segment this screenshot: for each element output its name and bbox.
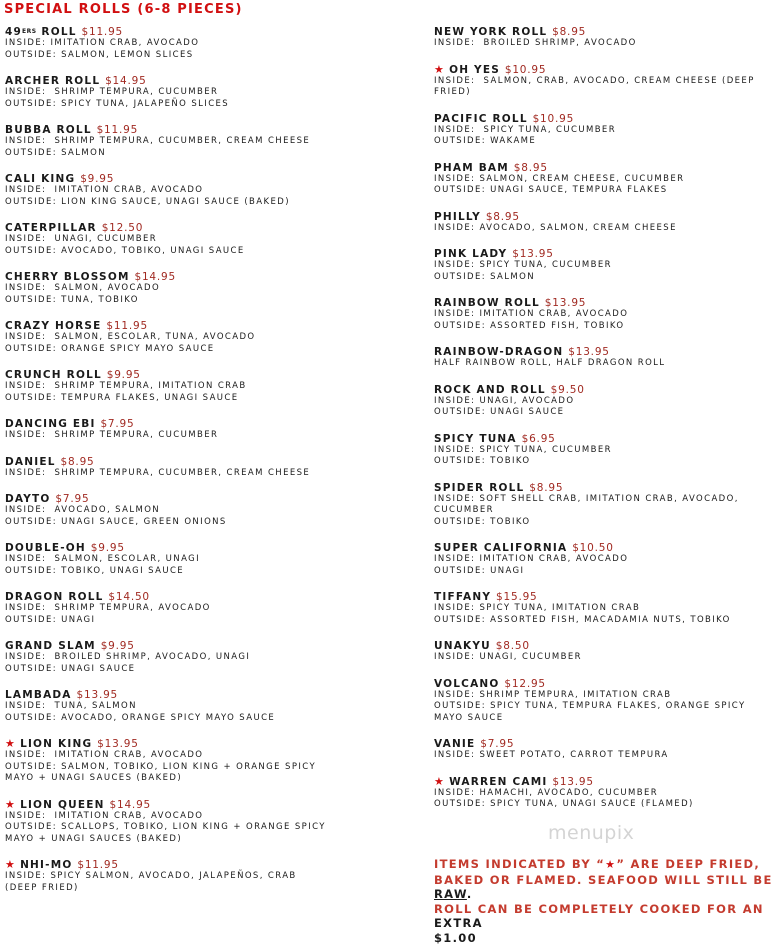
menu-item-name-suffix: ROLL bbox=[36, 26, 77, 38]
menu-item-title bbox=[5, 418, 405, 430]
menu-item-description: OUTSIDE: SPICY TUNA, TEMPURA FLAKES, ORANGE SPICY bbox=[434, 701, 746, 711]
menu-item-description: INSIDE: SALMON, CREAM CHEESE, CUCUMBER bbox=[434, 173, 685, 184]
footnote-text-2: ” ARE DEEP FRIED, BAKED OR FLAMED. SEAFOOD WILL STILL BE bbox=[434, 857, 773, 887]
menu-item-description: INSIDE: IMITATION CRAB, AVOCADO bbox=[5, 38, 200, 48]
menu-item-description: INSIDE: IMITATION CRAB, AVOCADO bbox=[5, 185, 204, 195]
menu-item-description: OUTSIDE: SALMON bbox=[434, 271, 535, 282]
menu-item-price: $8.95 bbox=[513, 161, 548, 174]
menu-item-price: $11.95 bbox=[81, 26, 124, 38]
menu-item-title bbox=[5, 738, 405, 750]
menu-item-description: OUTSIDE: WAKAME bbox=[434, 136, 537, 146]
menu-item-description: OUTSIDE: SPICY TUNA, JALAPEÑO SLICES bbox=[5, 98, 230, 109]
menu-item-price: $13.95 bbox=[512, 248, 554, 260]
star-icon: ★ bbox=[434, 62, 446, 76]
menu-item-name: LION QUEEN bbox=[20, 798, 105, 811]
menu-item-title bbox=[5, 173, 405, 185]
menu-item bbox=[434, 248, 774, 283]
menu-item-title bbox=[5, 591, 405, 603]
menu-item-name: OH YES bbox=[449, 63, 500, 76]
footnote-text-3: ROLL CAN BE COMPLETELY COOKED FOR AN bbox=[434, 901, 764, 916]
menu-item bbox=[5, 124, 405, 159]
menu-item-name: CRUNCH ROLL bbox=[5, 369, 102, 381]
menu-item bbox=[434, 113, 774, 148]
menu-item-title bbox=[434, 433, 774, 445]
menu-item-description: OUTSIDE: UNAGI SAUCE bbox=[5, 663, 136, 674]
menu-heading: SPECIAL ROLLS (6-8 PIECES) bbox=[4, 2, 243, 17]
menu-item-description: MAYO + UNAGI SAUCES (BAKED) bbox=[5, 833, 183, 844]
menu-item-title bbox=[434, 542, 774, 554]
menu-item-title bbox=[434, 162, 774, 174]
menu-item-price: $10.50 bbox=[572, 542, 614, 554]
menu-item-description: MAYO + UNAGI SAUCES (BAKED) bbox=[5, 773, 183, 783]
menu-item bbox=[434, 26, 774, 50]
menu-item-name: SPICY TUNA bbox=[434, 432, 517, 445]
menu-item-description: OUTSIDE: SALMON, TOBIKO, LION KING + ORANGE SPICY bbox=[5, 761, 317, 772]
star-icon: ★ bbox=[5, 737, 17, 750]
menu-item-name: DANIEL bbox=[5, 455, 56, 468]
menu-item-description: INSIDE: TUNA, SALMON bbox=[5, 701, 137, 711]
menu-item-description: INSIDE: SHRIMP TEMPURA, CUCUMBER, CREAM CHEESE bbox=[5, 136, 311, 146]
menu-item-title bbox=[434, 482, 774, 494]
menu-item-name: DOUBLE-OH bbox=[5, 542, 86, 554]
footnote bbox=[434, 857, 779, 945]
menu-item bbox=[434, 776, 774, 811]
menu-item-price: $9.95 bbox=[100, 640, 135, 652]
menu-item-description: MAYO SAUCE bbox=[434, 712, 504, 723]
menu-item bbox=[434, 738, 774, 762]
menu-item-description: INSIDE: SALMON, ESCOLAR, TUNA, AVOCADO bbox=[5, 332, 256, 342]
menu-item-price: $15.95 bbox=[496, 591, 538, 603]
menu-item-description: OUTSIDE: ASSORTED FISH, MACADAMIA NUTS, TOBIKO bbox=[434, 614, 731, 625]
menu-item bbox=[434, 482, 774, 529]
menu-item-title bbox=[5, 493, 405, 505]
menu-item-description: CUCUMBER bbox=[434, 505, 494, 515]
menu-item-description: INSIDE: SALMON, ESCOLAR, UNAGI bbox=[5, 554, 201, 564]
menu-item-price: $13.95 bbox=[97, 738, 139, 750]
menu-item-description: INSIDE: SPICY TUNA, CUCUMBER bbox=[434, 124, 617, 135]
menu-item-description: INSIDE: SHRIMP TEMPURA, AVOCADO bbox=[5, 603, 211, 613]
menu-item-description: OUTSIDE: UNAGI bbox=[5, 614, 96, 625]
menu-item-description: OUTSIDE: SCALLOPS, TOBIKO, LION KING + ORANGE SPICY bbox=[5, 822, 326, 832]
menu-item-name: PINK LADY bbox=[434, 248, 508, 260]
menu-item-title bbox=[434, 113, 774, 125]
menu-item bbox=[5, 859, 405, 894]
menu-item-name: PHILLY bbox=[434, 210, 481, 223]
menu-item-title bbox=[5, 456, 405, 468]
menu-item-description: INSIDE: UNAGI, AVOCADO bbox=[434, 395, 575, 406]
menu-item-title bbox=[5, 542, 405, 554]
footnote-raw: RAW bbox=[434, 887, 467, 901]
menu-item-name: CATERPILLAR bbox=[5, 222, 97, 234]
menu-item-name: 49 bbox=[5, 26, 23, 38]
menu-item-name: DAYTO bbox=[5, 493, 51, 505]
menu-item-price: $6.95 bbox=[521, 432, 556, 445]
menu-item-price: $9.50 bbox=[550, 383, 585, 396]
menu-item-description: INSIDE: SHRIMP TEMPURA, CUCUMBER, CREAM CHEESE bbox=[5, 467, 311, 478]
menu-item-description: INSIDE: AVOCADO, SALMON bbox=[5, 505, 161, 515]
menu-item-description: INSIDE: IMITATION CRAB, AVOCADO bbox=[434, 309, 629, 319]
menu-item-price: $8.95 bbox=[529, 481, 564, 494]
menu-item-price: $9.95 bbox=[106, 369, 141, 381]
menu-item-description: OUTSIDE: TEMPURA FLAKES, UNAGI SAUCE bbox=[5, 392, 239, 403]
menu-item-title bbox=[434, 211, 774, 223]
menu-item-description: OUTSIDE: UNAGI SAUCE bbox=[434, 407, 565, 417]
menu-item-description: INSIDE: IMITATION CRAB, AVOCADO bbox=[5, 810, 204, 821]
menu-item-price: $10.95 bbox=[504, 63, 547, 76]
menu-item-price: $11.95 bbox=[77, 859, 119, 871]
menu-item-price: $8.95 bbox=[60, 455, 95, 468]
menu-item-name: WARREN CAMI bbox=[449, 775, 548, 788]
menu-item-description: INSIDE: SHRIMP TEMPURA, IMITATION CRAB bbox=[5, 381, 247, 391]
menu-item-name: BUBBA ROLL bbox=[5, 124, 92, 136]
menu-item-description: INSIDE: BROILED SHRIMP, AVOCADO, UNAGI bbox=[5, 652, 251, 662]
star-icon: ★ bbox=[5, 858, 17, 871]
menu-item-description: FRIED) bbox=[434, 87, 471, 97]
menu-item-description: INSIDE: AVOCADO, SALMON, CREAM CHEESE bbox=[434, 222, 677, 233]
menu-item-name: LAMBADA bbox=[5, 689, 72, 701]
menu-item bbox=[5, 799, 405, 846]
menu-item-description: OUTSIDE: TOBIKO, UNAGI SAUCE bbox=[5, 565, 185, 576]
menu-item-description: INSIDE: IMITATION CRAB, AVOCADO bbox=[5, 750, 204, 760]
menu-item bbox=[434, 162, 774, 197]
menu-item bbox=[5, 456, 405, 480]
menu-item-title bbox=[5, 124, 405, 136]
menu-item-description: INSIDE: SOFT SHELL CRAB, IMITATION CRAB, AVOCADO, bbox=[434, 493, 739, 504]
menu-item-price: $11.95 bbox=[96, 124, 139, 136]
menu-item-name: SPIDER ROLL bbox=[434, 481, 525, 494]
menu-item bbox=[434, 346, 774, 370]
menu-item-name: DRAGON ROLL bbox=[5, 591, 104, 603]
menu-item bbox=[434, 542, 774, 577]
menu-item bbox=[5, 26, 405, 61]
menu-item-description: INSIDE: SALMON, AVOCADO bbox=[5, 283, 161, 293]
menu-item-title bbox=[434, 346, 774, 358]
menu-item-description: INSIDE: SHRIMP TEMPURA, CUCUMBER bbox=[5, 87, 219, 97]
menu-item-price: $13.95 bbox=[544, 297, 587, 309]
menu-item-description: OUTSIDE: TOBIKO bbox=[434, 456, 531, 466]
menu-item-name-superscript: ERS bbox=[22, 28, 37, 35]
menu-item-name: TIFFANY bbox=[434, 591, 492, 603]
menu-item-price: $14.95 bbox=[134, 271, 177, 283]
menu-item-description: OUTSIDE: AVOCADO, TOBIKO, UNAGI SAUCE bbox=[5, 245, 245, 256]
menu-item-description: INSIDE: SPICY TUNA, CUCUMBER bbox=[434, 444, 612, 455]
menu-item bbox=[434, 297, 774, 332]
menu-item-title bbox=[5, 689, 405, 701]
menu-item-title bbox=[5, 75, 405, 87]
star-icon: ★ bbox=[434, 774, 446, 788]
menu-item-description: OUTSIDE: TUNA, TOBIKO bbox=[5, 294, 139, 305]
menu-item-title bbox=[5, 271, 405, 283]
menu-item-title bbox=[434, 64, 774, 76]
menu-item-name: LION KING bbox=[20, 738, 93, 750]
menu-item bbox=[434, 384, 774, 419]
menu-item-title bbox=[434, 384, 774, 396]
menu-item-description: INSIDE: SPICY TUNA, CUCUMBER bbox=[434, 260, 612, 270]
menu-item-price: $8.50 bbox=[495, 640, 530, 652]
footnote-text-1: ITEMS INDICATED BY “ bbox=[434, 857, 606, 871]
menu-item-title bbox=[5, 222, 405, 234]
menu-item bbox=[5, 222, 405, 257]
menu-item-name: RAINBOW-DRAGON bbox=[434, 346, 564, 358]
menu-item-price: $13.95 bbox=[552, 775, 594, 788]
menu-item-name: PACIFIC ROLL bbox=[434, 112, 528, 125]
menu-item-description: INSIDE: SHRIMP TEMPURA, IMITATION CRAB bbox=[434, 689, 672, 700]
menu-item bbox=[5, 738, 405, 785]
menu-item-description: OUTSIDE: SPICY TUNA, UNAGI SAUCE (FLAMED) bbox=[434, 799, 694, 809]
menu-item bbox=[5, 591, 405, 626]
menu-item-description: OUTSIDE: ASSORTED FISH, TOBIKO bbox=[434, 320, 625, 331]
menu-item bbox=[434, 591, 774, 626]
menu-item-name: PHAM BAM bbox=[434, 161, 509, 174]
menu-item-description: INSIDE: UNAGI, CUCUMBER bbox=[5, 234, 158, 244]
menu-item-title bbox=[434, 640, 774, 652]
menu-item-name: CHERRY BLOSSOM bbox=[5, 271, 130, 283]
menu-item-description: INSIDE: UNAGI, CUCUMBER bbox=[434, 652, 582, 662]
menu-item-title bbox=[5, 26, 405, 38]
menu-item-description: OUTSIDE: ORANGE SPICY MAYO SAUCE bbox=[5, 343, 215, 354]
footnote-extra-price: $1.00 bbox=[434, 930, 477, 945]
menu-item-price: $11.95 bbox=[106, 320, 148, 332]
menu-item-price: $8.95 bbox=[552, 26, 587, 38]
menu-item-name: GRAND SLAM bbox=[5, 640, 96, 652]
menu-item bbox=[5, 320, 405, 355]
menu-item-title bbox=[5, 859, 405, 871]
menu-item bbox=[434, 433, 774, 468]
menu-item bbox=[5, 542, 405, 577]
menu-item-title bbox=[5, 320, 405, 332]
menu-item bbox=[434, 64, 774, 99]
menu-item-title bbox=[434, 248, 774, 260]
menupix-watermark: menupix bbox=[548, 822, 635, 844]
menu-item-price: $14.95 bbox=[105, 75, 147, 87]
menu-item-description: OUTSIDE: SALMON, LEMON SLICES bbox=[5, 49, 194, 60]
menu-item-description: OUTSIDE: UNAGI bbox=[434, 565, 525, 576]
menu-item bbox=[434, 640, 774, 664]
menu-item-title bbox=[5, 799, 405, 811]
menu-item-name: DANCING EBI bbox=[5, 418, 96, 430]
left-column bbox=[5, 26, 405, 908]
menu-item-name: UNAKYU bbox=[434, 640, 491, 652]
footnote-period: . bbox=[466, 887, 473, 901]
menu-item bbox=[5, 493, 405, 528]
star-icon: ★ bbox=[5, 797, 17, 811]
menu-item-description: INSIDE: SALMON, CRAB, AVOCADO, CREAM CHEESE (DEEP bbox=[434, 75, 755, 86]
menu-item-description: INSIDE: BROILED SHRIMP, AVOCADO bbox=[434, 38, 637, 48]
menu-item-title bbox=[5, 369, 405, 381]
menu-item bbox=[5, 418, 405, 442]
menu-item bbox=[5, 271, 405, 306]
menu-item bbox=[5, 689, 405, 724]
menu-item-name: RAINBOW ROLL bbox=[434, 297, 540, 309]
menu-item-name: VOLCANO bbox=[434, 677, 500, 690]
menu-item-price: $7.95 bbox=[55, 493, 90, 505]
menu-item-price: $9.95 bbox=[90, 542, 125, 554]
menu-item-price: $10.95 bbox=[532, 112, 575, 125]
menu-item bbox=[5, 75, 405, 110]
menu-item-title bbox=[5, 640, 405, 652]
menu-item-title bbox=[434, 738, 774, 750]
menu-item-title bbox=[434, 591, 774, 603]
menu-item-name: SUPER CALIFORNIA bbox=[434, 542, 568, 554]
menu-item-description: OUTSIDE: AVOCADO, ORANGE SPICY MAYO SAUCE bbox=[5, 712, 276, 723]
star-icon: ★ bbox=[605, 858, 617, 871]
menu-item-name: ARCHER ROLL bbox=[5, 75, 101, 87]
menu-item-title bbox=[434, 26, 774, 38]
menu-item-description: INSIDE: IMITATION CRAB, AVOCADO bbox=[434, 554, 629, 564]
menu-item-price: $7.95 bbox=[100, 418, 135, 430]
menu-item-title bbox=[434, 297, 774, 309]
menu-item-name: VANIE bbox=[434, 738, 476, 750]
menu-item-description: INSIDE: HAMACHI, AVOCADO, CUCUMBER bbox=[434, 787, 659, 798]
menu-item-description: OUTSIDE: UNAGI SAUCE, GREEN ONIONS bbox=[5, 516, 227, 527]
menu-item-title bbox=[434, 678, 774, 690]
menu-item-price: $8.95 bbox=[485, 210, 520, 223]
menu-item-description: (DEEP FRIED) bbox=[5, 882, 79, 893]
menu-item-title bbox=[434, 776, 774, 788]
menu-item-name: NEW YORK ROLL bbox=[434, 26, 548, 38]
right-column bbox=[434, 26, 774, 825]
menu-item bbox=[434, 211, 774, 235]
footnote-extra: EXTRA bbox=[434, 916, 483, 930]
menu-item-price: $7.95 bbox=[480, 738, 515, 750]
menu-item-description: OUTSIDE: LION KING SAUCE, UNAGI SAUCE (BAKED) bbox=[5, 196, 290, 207]
menu-item bbox=[5, 369, 405, 404]
menu-item-description: INSIDE: SWEET POTATO, CARROT TEMPURA bbox=[434, 750, 669, 760]
menu-item-description: OUTSIDE: UNAGI SAUCE, TEMPURA FLAKES bbox=[434, 185, 668, 195]
menu-item bbox=[434, 678, 774, 725]
menu-item-description: INSIDE: SHRIMP TEMPURA, CUCUMBER bbox=[5, 430, 219, 440]
menu-item-price: $12.50 bbox=[101, 222, 144, 234]
menu-item-price: $13.95 bbox=[76, 689, 119, 701]
menu-item bbox=[5, 173, 405, 208]
menu-item-price: $14.50 bbox=[108, 591, 150, 603]
menu-item-name: CRAZY HORSE bbox=[5, 320, 102, 332]
menu-item-name: NHI-MO bbox=[20, 859, 73, 871]
menu-item-price: $9.95 bbox=[80, 173, 115, 185]
menu-item-price: $12.95 bbox=[504, 677, 546, 690]
menu-item-price: $14.95 bbox=[109, 798, 152, 811]
menu-item bbox=[5, 640, 405, 675]
menu-item-description: HALF RAINBOW ROLL, HALF DRAGON ROLL bbox=[434, 358, 666, 368]
menu-item-name: CALI KING bbox=[5, 173, 76, 185]
menu-item-description: INSIDE: SPICY TUNA, IMITATION CRAB bbox=[434, 603, 641, 613]
menu-item-price: $13.95 bbox=[568, 346, 610, 358]
menu-item-name: ROCK AND ROLL bbox=[434, 383, 546, 396]
menu-item-description: OUTSIDE: TOBIKO bbox=[434, 516, 531, 527]
menu-item-description: INSIDE: SPICY SALMON, AVOCADO, JALAPEÑOS, CRAB bbox=[5, 871, 297, 881]
menu-item-description: OUTSIDE: SALMON bbox=[5, 147, 106, 158]
